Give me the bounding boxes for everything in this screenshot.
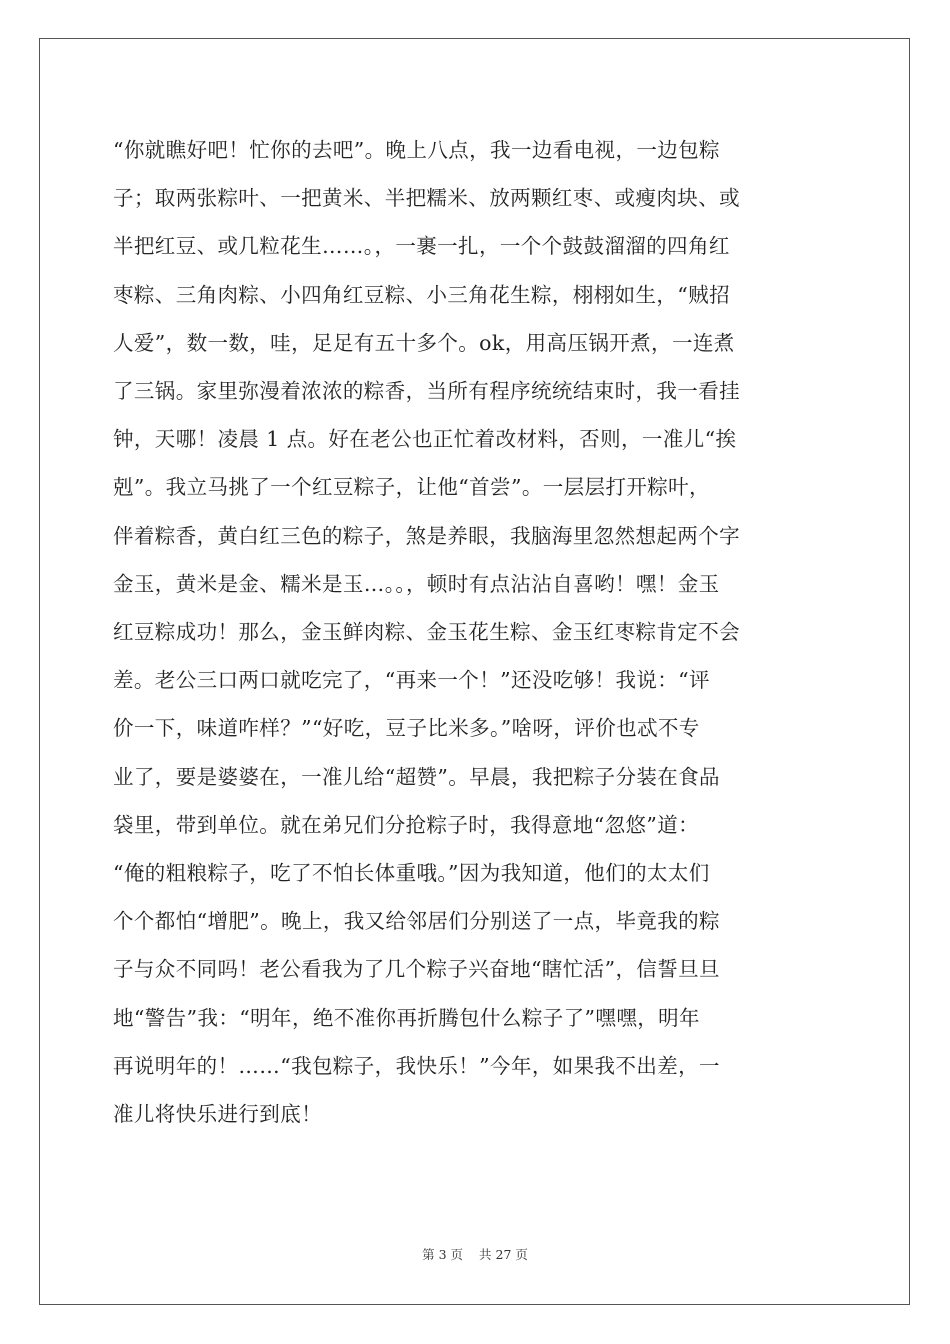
text-line: 地“警告”我：“明年，绝不准你再折腾包什么粽子了”嘿嘿，明年: [113, 1005, 700, 1030]
text-line: 个个都怕“增肥”。晚上，我又给邻居们分别送了一点，毕竟我的粽: [113, 909, 720, 934]
text-line: “俺的粗粮粽子，吃了不怕长体重哦。”因为我知道，他们的太太们: [113, 861, 710, 886]
text-line: 金玉，黄米是金、糯米是玉…。。，顿时有点沾沾自喜哟！嘿！金玉: [113, 571, 720, 596]
text-line: 业了，要是婆婆在，一准儿给“超赞”。早晨，我把粽子分装在食品: [113, 764, 720, 789]
text-line: 差。老公三口两口就吃完了，“再来一个！”还没吃够！我说：“评: [113, 668, 710, 693]
text-line: 再说明年的！……“我包粽子，我快乐！”今年，如果我不出差，一: [113, 1053, 720, 1078]
text-line: 伴着粽香，黄白红三色的粽子，煞是养眼，我脑海里忽然想起两个字: [113, 523, 740, 548]
text-line: 了三锅。家里弥漫着浓浓的粽香，当所有程序统统结束时，我一看挂: [113, 379, 740, 404]
page-number: 第 3 页: [422, 1247, 464, 1262]
text-line: 枣粽、三角肉粽、小四角红豆粽、小三角花生粽，栩栩如生，“贼招: [113, 282, 730, 307]
text-line: 红豆粽成功！那么，金玉鲜肉粽、金玉花生粽、金玉红枣粽肯定不会: [113, 620, 740, 645]
text-line: “你就瞧好吧！忙你的去吧”。晚上八点，我一边看电视，一边包粽: [113, 138, 720, 162]
text-line: 剋”。我立马挑了一个红豆粽子，让他“首尝”。一层层打开粽叶，: [113, 475, 710, 500]
text-line: 准儿将快乐进行到底！: [113, 1102, 322, 1127]
text-line: 价一下，味道咋样？”“好吃，豆子比米多。”啥呀，评价也忒不专: [113, 716, 700, 741]
text-line: 子与众不同吗！老公看我为了几个粽子兴奋地“瞎忙活”，信誓旦旦: [113, 957, 720, 982]
body-text: [113, 126, 835, 1138]
text-line: 子；取两张粽叶、一把黄米、半把糯米、放两颗红枣、或瘦肉块、或: [113, 186, 740, 211]
text-line: 袋里，带到单位。就在弟兄们分抢粽子时，我得意地“忽悠”道：: [113, 812, 700, 837]
text-line: 钟，天哪！凌晨 1 点。好在老公也正忙着改材料，否则，一准儿“挨: [113, 427, 737, 452]
text-line: 半把红豆、或几粒花生……。，一裹一扎，一个个鼓鼓溜溜的四角红: [113, 234, 730, 259]
page-footer: [0, 1245, 950, 1263]
text-line: 人爱”，数一数，哇，足足有五十多个。ok，用高压锅开煮，一连煮: [113, 330, 735, 355]
page-total: 共 27 页: [479, 1247, 528, 1262]
